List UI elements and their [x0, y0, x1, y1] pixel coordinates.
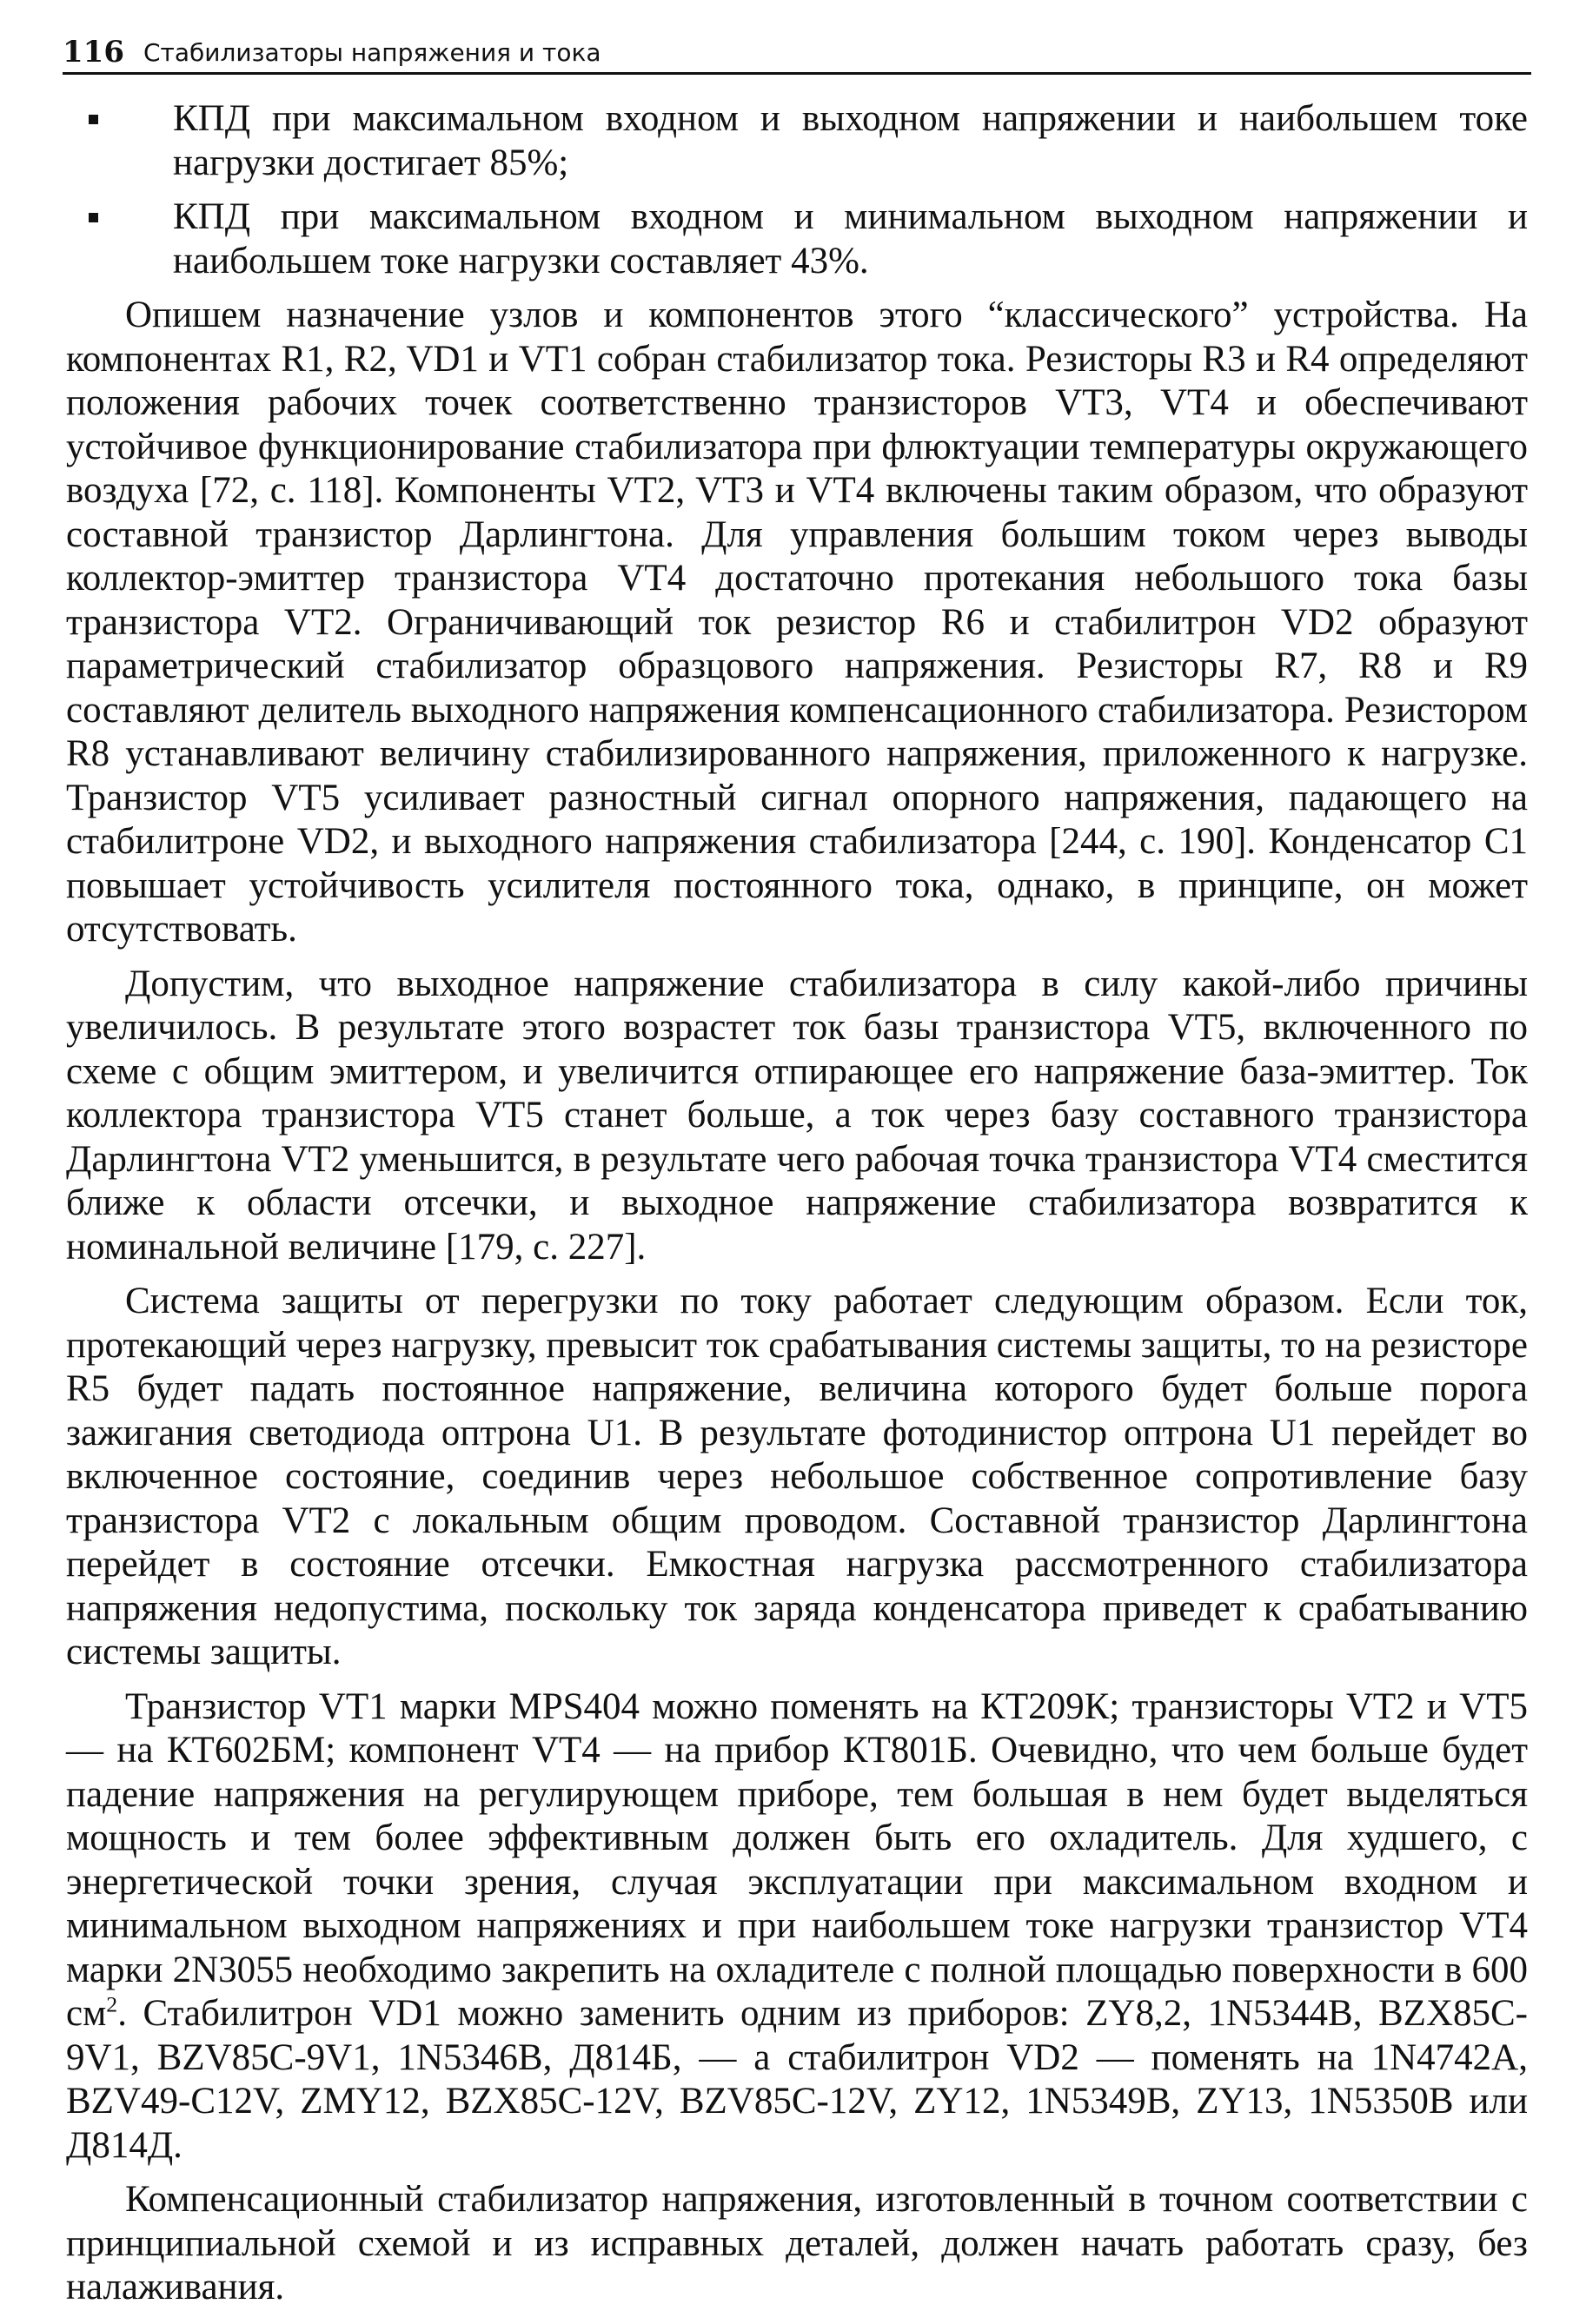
- list-item: [66, 195, 1528, 283]
- paragraph-text-part: Транзистор VT1 марки MPS404 можно поменять на КТ209К; транзисторы VT2 и VT5 — на КТ602БМ; компонент VT4 — на прибор КТ801Б. Очевидно, что чем больше будет падение напряжения на регулирующем приборе, тем большая в нем будет выделяться мощность и тем более эффективным должен быть его охладитель. Для худшего, с энергетической точки зрения, случая эксплуатации при максимальном входном и минимальном выходном напряжениях и при наибольшем токе нагрузки транзистор VT4 марки 2N3055 необходимо закрепить на охладителе с полной площадью поверхности в 600 см: [66, 1685, 1528, 2034]
- running-title: Стабилизаторы напряжения и тока: [143, 38, 601, 67]
- bullet-icon: [89, 213, 98, 222]
- superscript: 2: [106, 1991, 118, 2017]
- list-item: [66, 97, 1528, 185]
- bullet-list: [66, 97, 1528, 283]
- paragraph-components: Опишем назначение узлов и компонентов этого “классического” устройства. На компонентах R1, R2, VD1 и VT1 собран стабилизатор тока. Резисторы R3 и R4 определяют положения рабочих точек соответственно транзисторов VT3, VT4 и обеспечивают устойчивое функционирование стабилизатора при флюктуации температуры окружающего воздуха [72, с. 118]. Компоненты VT2, VT3 и VT4 включены таким образом, что образуют составной транзистор Дарлингтона. Для управления большим током через выводы коллектор-эмиттер транзистора VT4 достаточно протекания небольшого тока базы транзистора VT2. Ограничивающий ток резистор R6 и стабилитрон VD2 образуют параметрический стабилизатор образцового напряжения. Резисторы R7, R8 и R9 составляют делитель выходного напряжения компенсационного стабилизатора. Резистором R8 устанавливают величину стабилизированного напряжения, приложенного к нагрузке. Транзистор VT5 усиливает разностный сигнал опорного напряжения, падающего на стабилитроне VD2, и выходного напряжения стабилизатора [244, с. 190]. Конденсатор C1 повышает устойчивость усилителя постоянного тока, однако, в принципе, он может отсутствовать.: [66, 295, 1528, 950]
- list-item-text: КПД при максимальном входном и минимальном выходном напряжении и наибольшем токе нагрузки составляет 43%.: [173, 196, 1528, 281]
- paragraph-replacements: [66, 1685, 1528, 2168]
- paragraph-operation: Допустим, что выходное напряжение стабилизатора в силу какой-либо причины увеличилось. В результате этого возрастет ток базы транзистора VT5, включенного по схеме с общим эмиттером, и увеличится отпирающее его напряжение база-эмиттер. Ток коллектора транзистора VT5 станет больше, а ток через базу составного транзистора Дарлингтона VT2 уменьшится, в результате чего рабочая точка транзистора VT4 сместится ближе к области отсечки, и выходное напряжение стабилизатора возвратится к номинальной величине [179, с. 227].: [66, 963, 1528, 1268]
- bullet-icon: [89, 115, 98, 124]
- paragraph-protection: Система защиты от перегрузки по току работает следующим образом. Если ток, протекающий через нагрузку, превысит ток срабатывания системы защиты, то на резисторе R5 будет падать постоянное напряжение, величина которого будет больше порога зажигания светодиода оптрона U1. В результате фотодинистор оптрона U1 перейдет во включенное состояние, соединив через небольшое собственное сопротивление базу транзистора VT2 с локальным общим проводом. Составной транзистор Дарлингтона перейдет в состояние отсечки. Емкостная нагрузка рассмотренного стабилизатора напряжения недопустима, поскольку ток заряда конденсатора приведет к срабатыванию системы защиты.: [66, 1281, 1528, 1672]
- paragraph-conclusion: Компенсационный стабилизатор напряжения, изготовленный в точном соответствии с принципиальной схемой и из исправных деталей, должен начать работать сразу, без налаживания.: [66, 2179, 1528, 2307]
- page-header: [63, 26, 1531, 75]
- page-number: 116: [63, 35, 124, 70]
- paragraph-text-part: . Стабилитрон VD1 можно заменить одним из приборов: ZY8,2, 1N5344B, BZX85C-9V1, BZV85C-9V1, 1N5346B, Д814Б, — а стабилитрон VD2 — поменять на 1N4742A, BZV49-C12V, ZMY12, BZX85C-12V, BZV85C-12V, ZY12, 1N5349B, ZY13, 1N5350B или Д814Д.: [66, 1993, 1528, 2166]
- list-item-text: КПД при максимальном входном и выходном напряжении и наибольшем токе нагрузки достигает 85%;: [173, 98, 1528, 183]
- page-body: [66, 97, 1528, 2321]
